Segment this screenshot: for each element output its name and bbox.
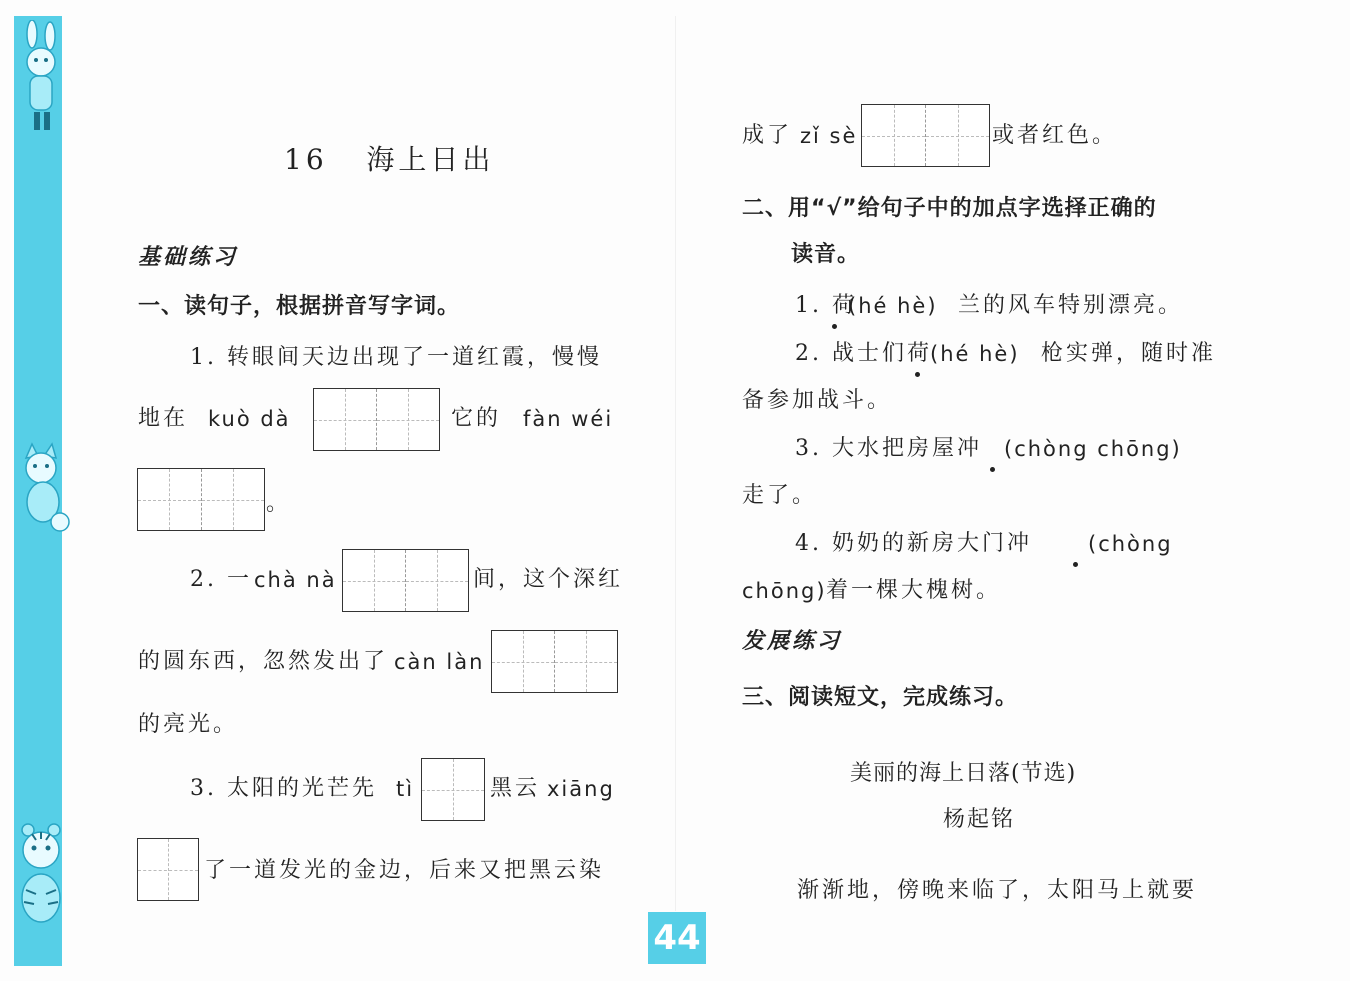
question-3-heading: 三、阅读短文，完成练习。 — [742, 685, 1019, 710]
answer-box-zise[interactable] — [861, 104, 990, 167]
lesson-name: 海上日出 — [366, 143, 495, 176]
item-3-pre: 3. 大水把房屋冲 — [795, 436, 982, 461]
item-1-pre: 1. 荷 — [795, 293, 857, 318]
sentence-2-line-b-pre: 的圆东西，忽然发出了 — [138, 649, 389, 674]
lesson-number: 16 — [284, 143, 328, 176]
item-1-post: 兰的风车特别漂亮。 — [958, 293, 1184, 318]
emphasis-dot — [990, 467, 995, 472]
article-author: 杨起铭 — [943, 807, 1016, 832]
answer-box-fanwei[interactable] — [137, 468, 265, 531]
item-4-line-c: 着一棵大槐树。 — [826, 578, 1002, 603]
emphasis-dot — [915, 372, 920, 377]
lesson-title — [284, 143, 495, 176]
cat-cartoon-icon — [10, 440, 72, 535]
question-2-heading-a: 二、用“√”给句子中的加点字选择正确的 — [742, 196, 1157, 221]
pinyin-chana: chà nà — [254, 568, 337, 592]
item-3-line-c: 走了。 — [742, 483, 818, 508]
item-2-pre: 2. 战士们荷 — [795, 341, 932, 366]
pinyin-fanwei: fàn wéi — [523, 407, 614, 431]
item-1-options[interactable]: (hé hè) — [848, 294, 938, 318]
sentence-3-line-b: 了一道发光的金边，后来又把黑云染 — [204, 858, 605, 883]
article-title: 美丽的海上日落(节选) — [850, 761, 1077, 786]
right-line-0-pre: 成了 — [742, 123, 793, 148]
answer-box-ti[interactable] — [421, 758, 485, 821]
pinyin-ti: tì — [396, 777, 415, 801]
sentence-2-line-a-post: 间，这个深红 — [473, 567, 624, 592]
item-4-options-b[interactable]: chōng) — [742, 579, 827, 603]
section-basic-heading: 基础练习 — [138, 245, 239, 270]
answer-box-xiang[interactable] — [137, 838, 199, 901]
sentence-3-line-a-mid: 黑云 — [490, 776, 541, 801]
pinyin-kuoda: kuò dà — [208, 407, 291, 431]
sentence-2-line-a-pre: 2. 一 — [190, 567, 252, 592]
answer-box-canlan[interactable] — [491, 630, 618, 693]
tiger-cartoon-icon — [10, 820, 72, 930]
emphasis-dot — [1073, 562, 1078, 567]
pinyin-xiang: xiāng — [547, 777, 615, 801]
section-dev-heading: 发展练习 — [742, 629, 843, 654]
sentence-1-line-a: 1. 转眼间天边出现了一道红霞，慢慢 — [190, 345, 602, 370]
article-paragraph-1: 渐渐地，傍晚来临了，太阳马上就要 — [797, 878, 1198, 903]
sentence-1-line-b-pre: 地在 — [138, 406, 189, 431]
item-4-options-a[interactable]: (chòng — [1088, 532, 1173, 556]
sentence-1-line-b-mid: 它的 — [451, 406, 502, 431]
right-line-0-post: 或者红色。 — [992, 123, 1118, 148]
rabbit-cartoon-icon — [10, 20, 72, 135]
pinyin-canlan: càn làn — [394, 650, 485, 674]
question-1-heading: 一、读句子，根据拼音写字词。 — [138, 294, 461, 319]
answer-box-chana[interactable] — [342, 549, 469, 612]
sentence-1-end: 。 — [266, 491, 292, 516]
page-gutter — [675, 16, 676, 911]
sentence-2-line-c: 的亮光。 — [138, 712, 239, 737]
item-2-post: 枪实弹，随时准 — [1041, 341, 1217, 366]
pinyin-zise: zǐ sè — [800, 124, 858, 148]
emphasis-dot — [832, 324, 837, 329]
item-3-options[interactable]: (chòng chōng) — [1004, 437, 1182, 461]
answer-box-kuoda[interactable] — [313, 388, 440, 451]
sentence-3-line-a-pre: 3. 太阳的光芒先 — [190, 776, 377, 801]
item-2-options[interactable]: (hé hè) — [930, 342, 1020, 366]
item-2-line-c: 备参加战斗。 — [742, 388, 893, 413]
item-4-pre: 4. 奶奶的新房大门冲 — [795, 531, 1032, 556]
question-2-heading-b: 读音。 — [791, 242, 861, 267]
page-number: 44 — [648, 912, 706, 964]
